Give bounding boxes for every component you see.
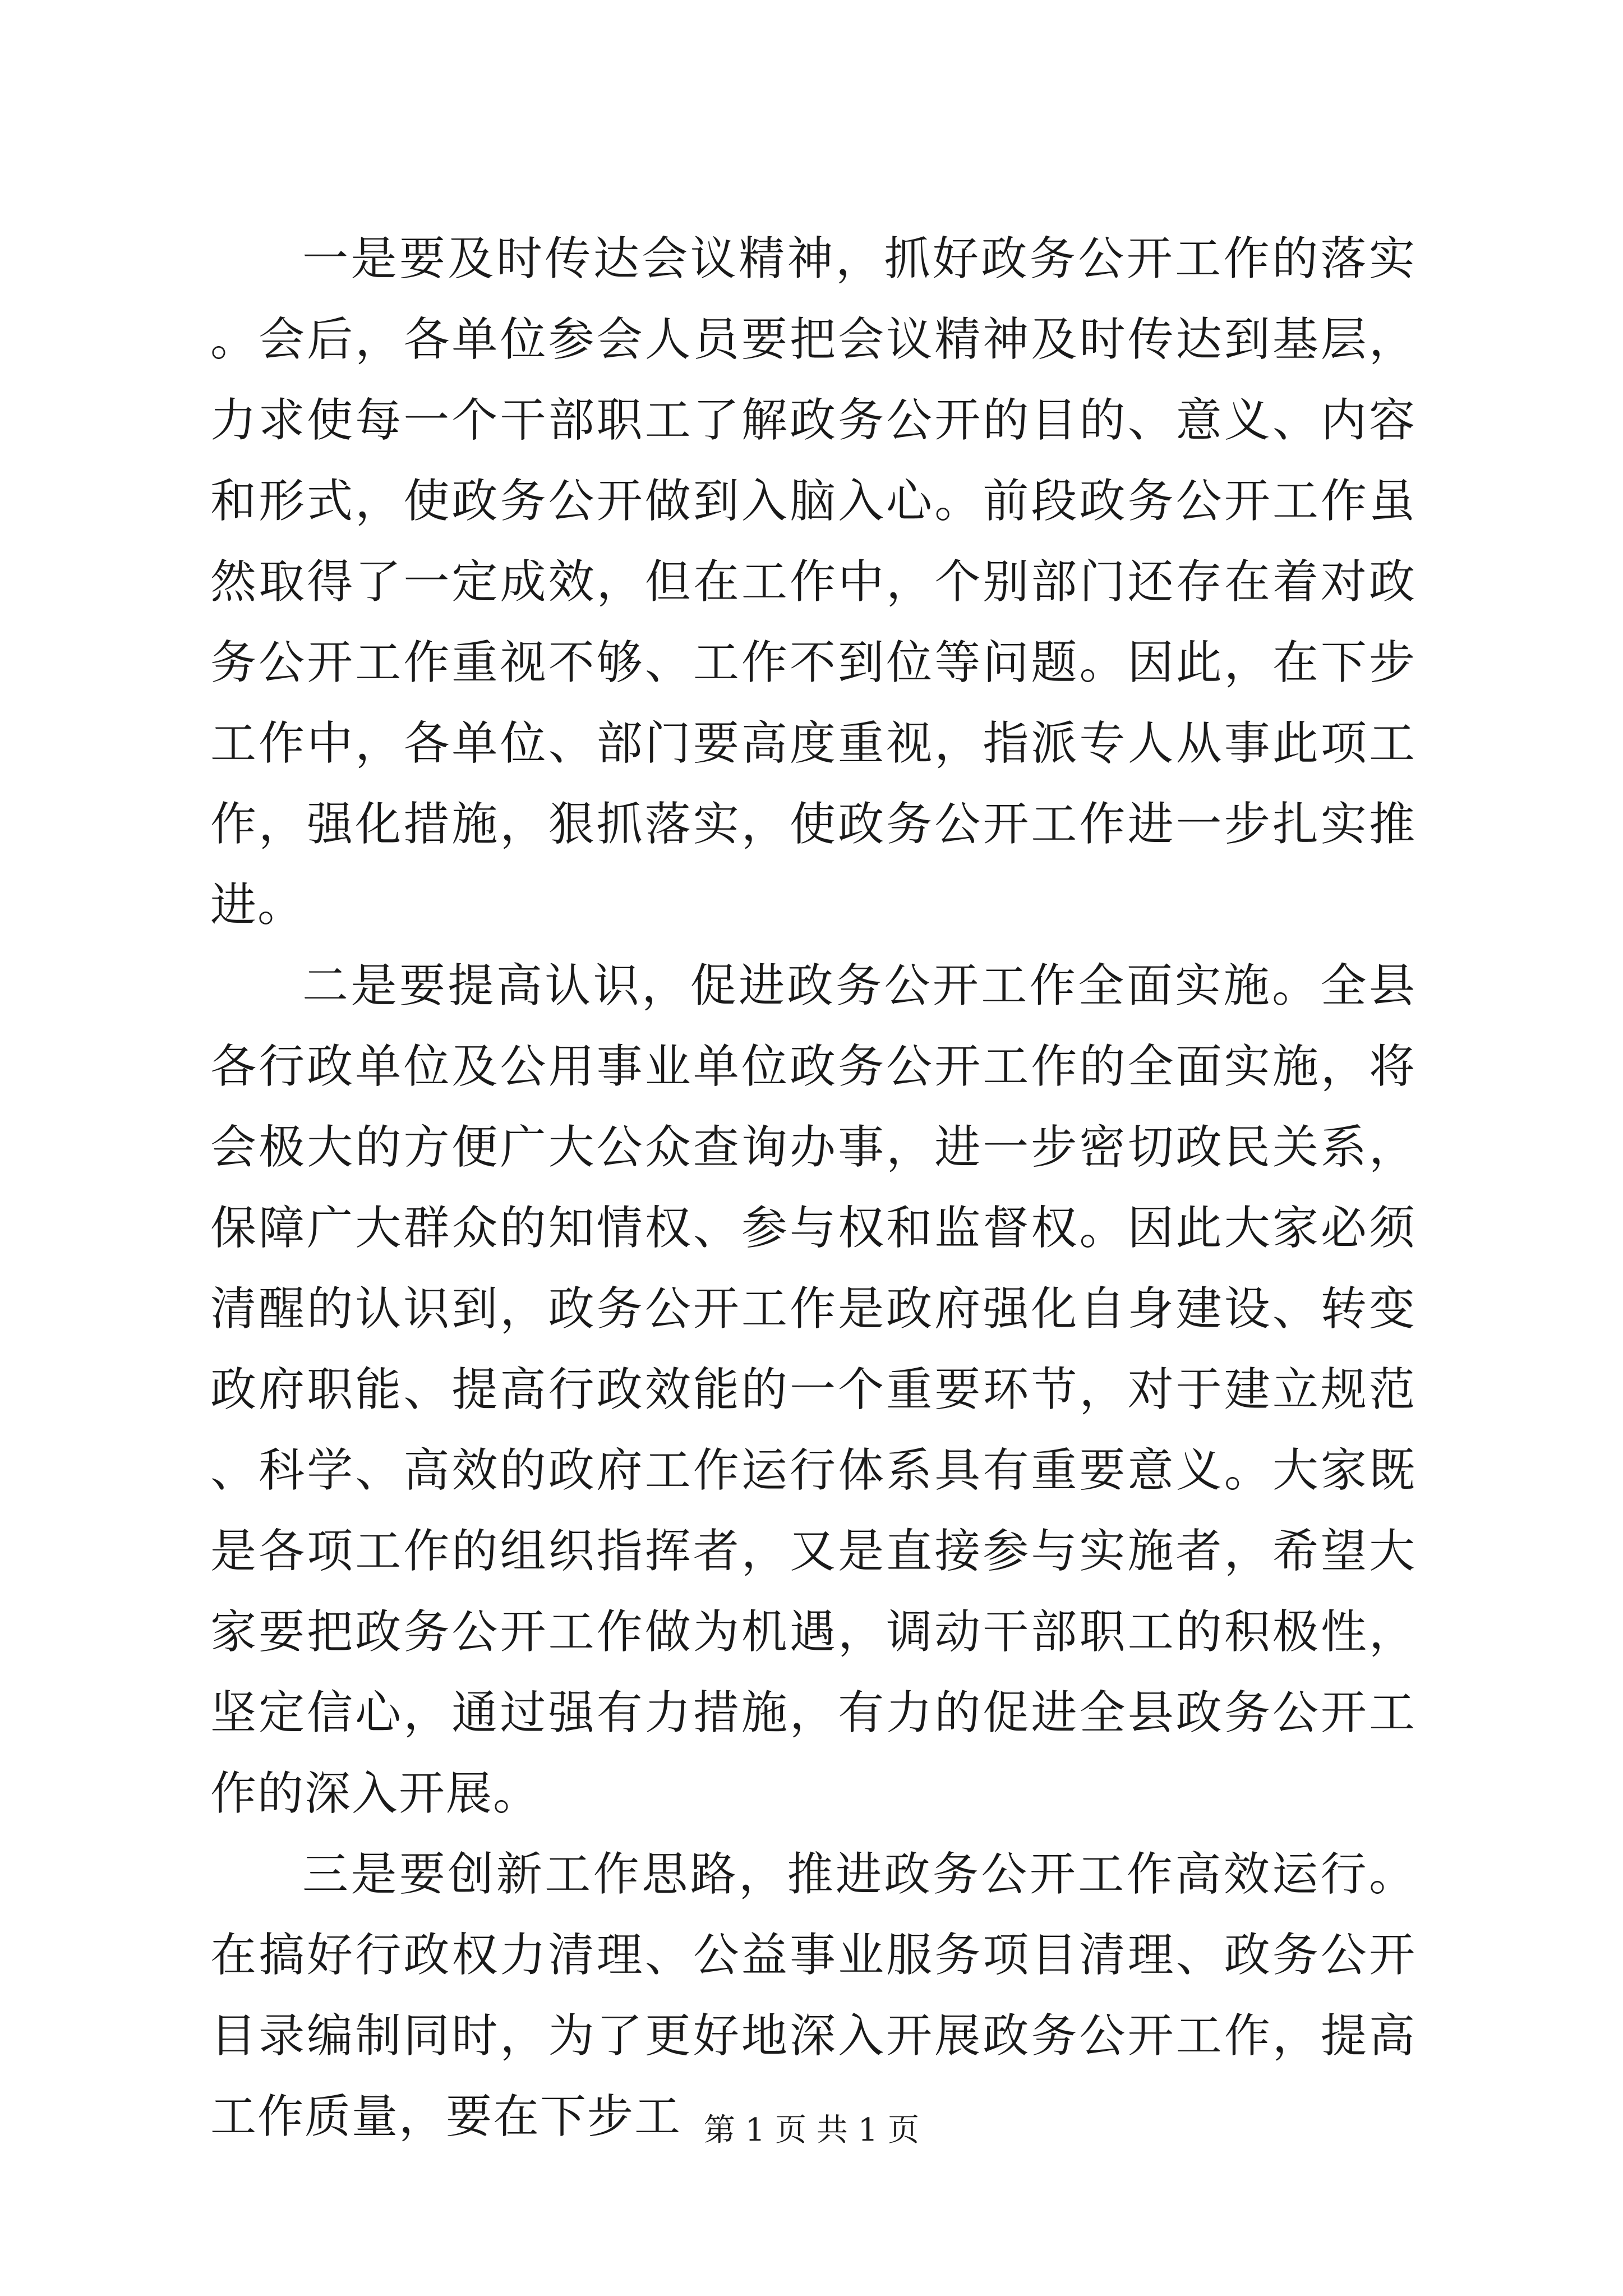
paragraph-3: 三是要创新工作思路，推进政务公开工作高效运行。在搞好行政权力清理、公益事业服务项目清理、政务公开目录编制同时，为了更好地深入开展政务公开工作，提高工作质量，要在下步工 — [210, 1848, 1416, 2143]
paragraph-2: 二是要提高认识，促进政务公开工作全面实施。全县各行政单位及公用事业单位政务公开工作的全面实施，将会极大的方便广大公众查询办事，进一步密切政民关系，保障广大群众的知情权、参与权和监督权。因此大家必须清醒的认识到，政务公开工作是政府强化自身建设、转变政府职能、提高行政效能的一个重要环节，对于建立规范、科学、高效的政府工作运行体系具有重要意义。大家既是各项工作的组织指挥者，又是直接参与实施者，希望大家要把政务公开工作做为机遇，调动干部职工的积极性，坚定信心，通过强有力措施，有力的促进全县政务公开工作的深入开展。 — [210, 959, 1416, 1820]
paragraph-1: 一是要及时传达会议精神，抓好政务公开工作的落实。会后，各单位参会人员要把会议精神及时传达到基层，力求使每一个干部职工了解政务公开的目的、意义、内容和形式，使政务公开做到入脑入心。前段政务公开工作虽然取得了一定成效，但在工作中，个别部门还存在着对政务公开工作重视不够、工作不到位等问题。因此，在下步工作中，各单位、部门要高度重视，指派专人从事此项工作，强化措施，狠抓落实，使政务公开工作进一步扎实推进。 — [210, 232, 1416, 932]
document-body — [210, 219, 1416, 2157]
page-number-footer: 第 1 页 共 1 页 — [703, 2112, 920, 2148]
